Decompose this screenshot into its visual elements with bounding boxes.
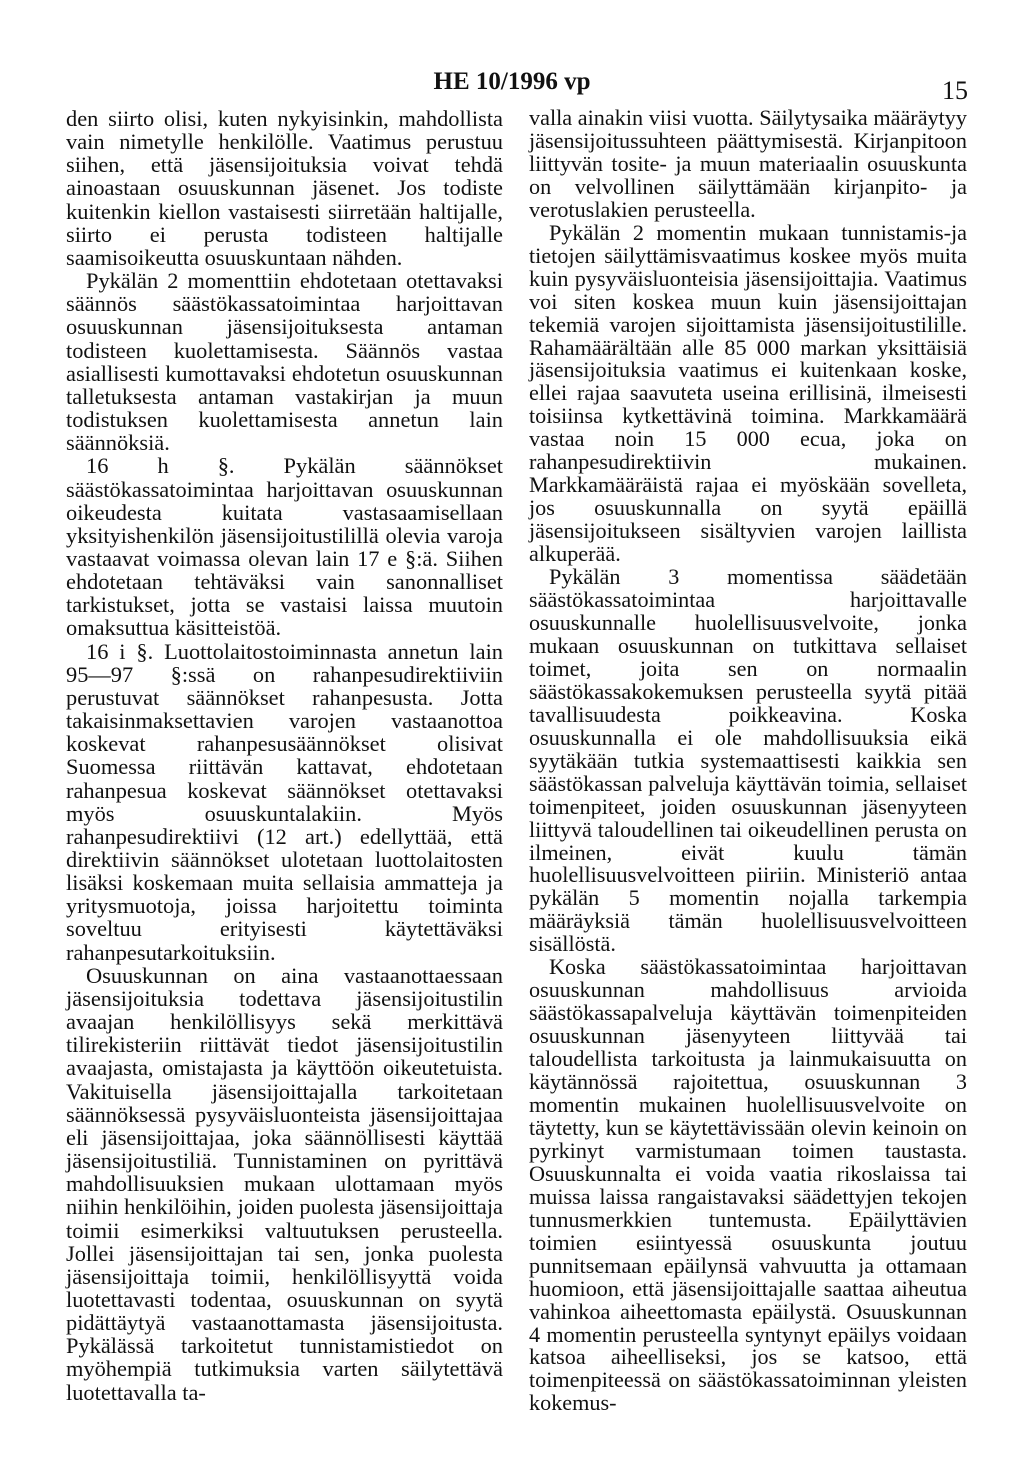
running-header (0, 68, 1024, 108)
paragraph: Pykälän 2 momentin mukaan tunnistamis-ja tietojen säilyttämisvaatimus koskee myös muita kuin pysyväisluonteisia jäsensijoittajia. Vaatimus voi siten koskea muun kuin jäsensijoittajan tekemiä varojen sijoittamista jäsensijoitustilille. Rahamäärältään alle 85 000 markan yksittäisiä jäsensijoituksia vaatimus ei kuitenkaan koske, ellei rajaa saavuteta useina erillisinä, ilmeisesti toisiinsa kytkettävinä toimina. Markkamäärä vastaa noin 15 000 ecua, joka on rahanpesudirektiivin mukainen. Markkamääräistä rajaa ei myöskään sovelleta, jos osuuskunnalla on syytä epäillä jäsensijoitukseen sisältyvien varojen laillista alkuperää. (529, 219, 967, 567)
document-identifier: HE 10/1996 vp (433, 68, 591, 95)
paragraph: Osuuskunnan on aina vastaanottaessaan jäsensijoituksia todettava jäsensijoitustilin avaajan henkilöllisyys sekä merkittävä tilirekisteriin riittävät tiedot jäsensijoitustilin avaajasta, omistajasta ja käyttöön oikeutetuista. Vakituisella jäsensijoittajalla tarkoitetaan säännöksessä pysyväisluonteista jäsensijoittajaa eli jäsensijoittajaa, joka säännöllisesti käyttää jäsensijoitustiliä. Tunnistaminen on pyrittävä mahdollisuuksien mukaan ulottamaan myös niihin henkilöihin, joiden puolesta jäsensijoittaja toimii esimerkiksi valtuutuksen perusteella. Jollei jäsensijoittajan tai sen, jonka puolesta jäsensijoittaja toimii, henkilöllisyyttä voida luotettavasti todentaa, osuuskunnan on syytä pidättäytyä vastaanottamasta jäsensijoitusta. Pykälässä tarkoitetut tunnistamistiedot on myöhempiä tutkimuksia varten säilytettävä luotettavalla ta- (66, 962, 503, 1405)
paragraph: Koska säästökassatoimintaa harjoittavan osuuskunnan mahdollisuus arvioida säästökassapalveluja käyttävän toimenpiteiden osuuskunnan jäsenyyteen liittyvää tai taloudellista tarkoitusta ja lainmukaisuutta on käytännössä rajoitettua, osuuskunnan 3 momentin mukainen huolellisuusvelvoite on täytetty, kun se käytettävissään olevin keinoin on pyrkinyt varmistumaan toimen taustasta. Osuuskunnalta ei voida vaatia rikoslaissa tai muissa laissa rangaistavaksi säädettyjen tekojen tunnusmerkkien tuntemusta. Epäilyttävien toimien esiintyessä osuuskunta joutuu punnitsemaan epäilynsä vahvuutta ja ottamaan huomioon, että jäsensijoittajalle saattaa aiheutua vahinkoa aiheettomasta epäilystä. Osuuskunnan 4 momentin perusteella syntynyt epäilys voidaan katsoa aiheelliseksi, jos se katsoo, että toimenpiteessä on säästökassatoiminnan yleisten kokemus- (529, 954, 967, 1416)
paragraph: Pykälän 2 momenttiin ehdotetaan otettavaksi säännös säästökassatoimintaa harjoittavan osuuskunnan jäsensijoituksesta antaman todisteen kuolettamisesta. Säännös vastaa asiallisesti kumottavaksi ehdotetun osuuskunnan talletuksesta antaman vastakirjan ja muun todistuksen kuolettamisesta annetun lain säännöksiä. (66, 268, 503, 456)
paragraph: 16 h §. Pykälän säännökset säästökassatoimintaa harjoittavan osuuskunnan oikeudesta kuitata vastasaamisellaan yksityishenkilön jäsensijoitustilillä olevia varoja vastaavat voimassa olevan lain 17 e §:ä. Siihen ehdotetaan tehtäväksi vain sanonnalliset tarkistukset, jotta se vastaisi laissa muutoin omaksuttua käsitteistöä. (66, 453, 503, 641)
paragraph: valla ainakin viisi vuotta. Säilytysaika määräytyy jäsensijoitussuhteen päättymisestä. Kirjanpitoon liittyvän tosite- ja muun materiaalin osuuskunta on velvollinen säilyttämään kirjanpito- ja verotuslakien perusteella. (529, 105, 967, 222)
right-text-column (529, 107, 967, 1415)
left-text-column (66, 107, 503, 1404)
page-number: 15 (942, 76, 968, 105)
paragraph: 16 i §. Luottolaitostoiminnasta annetun lain 95—97 §:ssä on rahanpesudirektiiviin perustuvat säännökset rahanpesusta. Jotta takaisinmaksettavien varojen vastaanottoa koskevat rahanpesusäännökset olisivat Suomessa riittävän kattavat, ehdotetaan rahanpesua koskevat säännökset otettavaksi myös osuuskuntalakiin. Myös rahanpesudirektiivi (12 art.) edellyttää, että direktiivin säännökset ulotetaan luottolaitosten lisäksi koskemaan muita sellaisia ammatteja ja yritysmuotoja, joissa harjoitettu toiminta soveltuu erityisesti käytettäväksi rahanpesutarkoituksiin. (66, 638, 503, 965)
paragraph: Pykälän 3 momentissa säädetään säästökassatoimintaa harjoittavalle osuuskunnalle huolellisuusvelvoite, jonka mukaan osuuskunnan on tutkittava sellaiset toimet, joita sen on normaalin säästökassakokemuksen perusteella syytä pitää tavallisuudesta poikkeavina. Koska osuuskunnalla ei ole mahdollisuuksia eikä syytäkään tutkia systemaattisesti kaikkia sen säästökassan palveluja käyttävän toimia, sellaiset toimenpiteet, joiden osuuskunnan jäsenyyteen liittyvä taloudellinen tai oikeudellinen perusta on ilmeinen, eivät kuulu tämän huolellisuusvelvoitteen piiriin. Ministeriö antaa pykälän 5 momentin nojalla tarkempia määräyksiä tämän huolellisuusvelvoitteen sisällöstä. (529, 564, 967, 957)
paragraph: den siirto olisi, kuten nykyisinkin, mahdollista vain nimetylle henkilölle. Vaatimus perustuu siihen, että jäsensijoituksia voivat tehdä ainoastaan osuuskunnan jäsenet. Jos todiste kuitenkin kiellon vastaisesti siirretään haltijalle, siirto ei perusta todisteen haltijalle saamisoikeutta osuuskuntaan nähden. (66, 106, 503, 270)
